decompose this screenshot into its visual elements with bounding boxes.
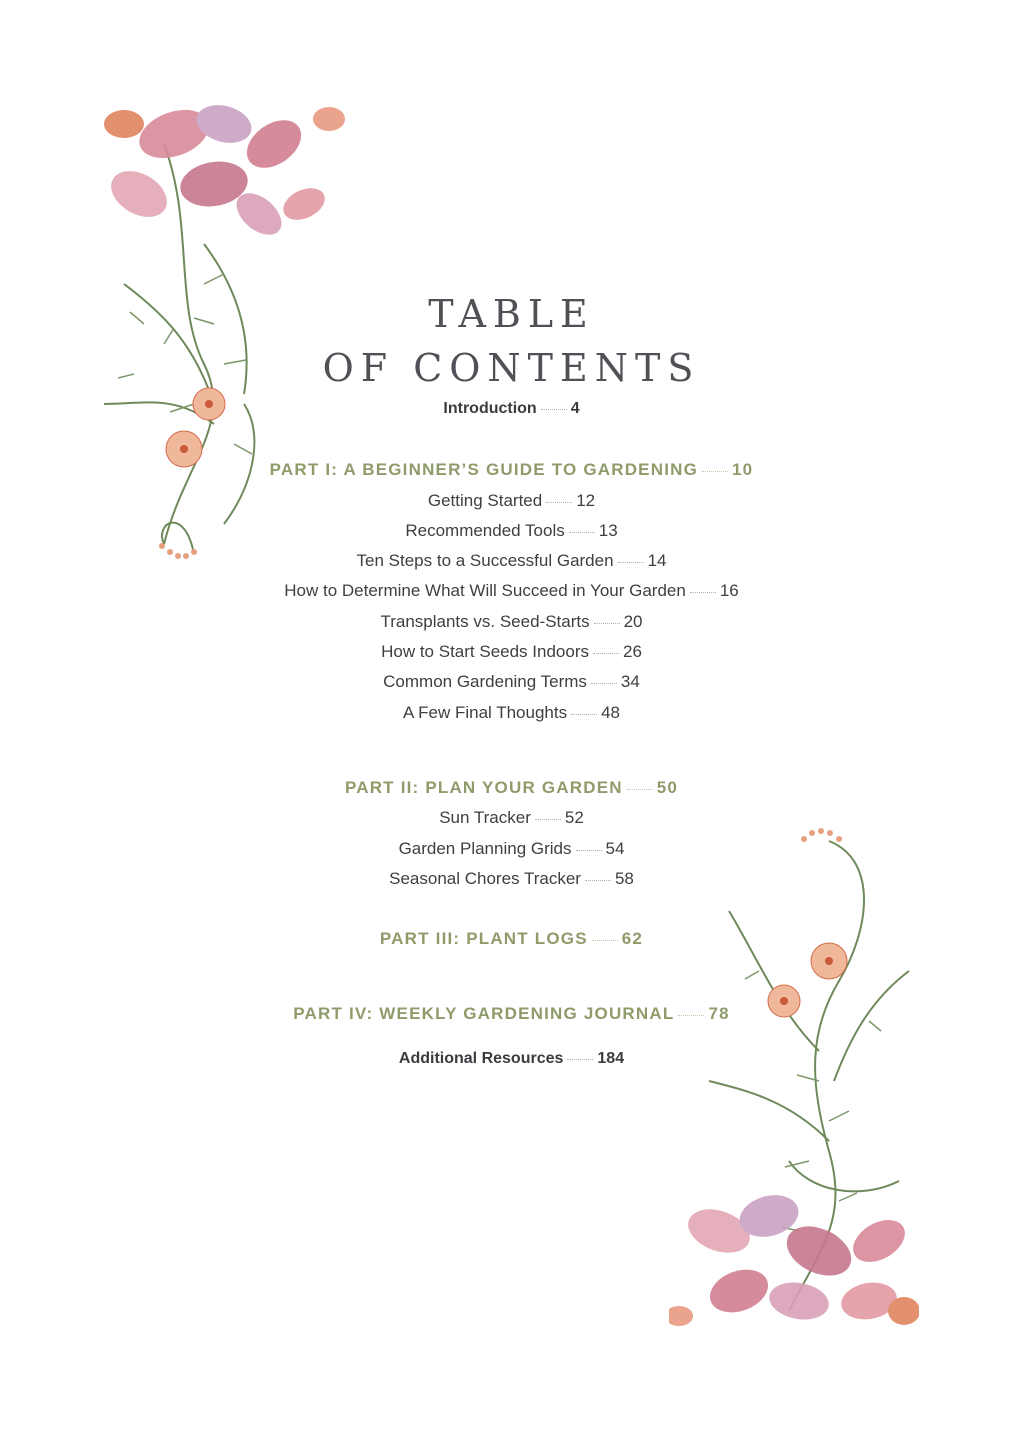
toc-entry[interactable] [104, 400, 919, 418]
toc-entry[interactable] [104, 551, 919, 571]
toc-part-page: 62 [621, 929, 644, 948]
toc-part[interactable] [104, 929, 919, 949]
book-page [104, 104, 919, 1326]
toc-entry[interactable] [104, 491, 919, 511]
toc-entry-label: Getting Started [427, 491, 543, 510]
toc-entry-label: How to Start Seeds Indoors [381, 642, 589, 661]
toc-leader [593, 652, 619, 654]
toc-entry-label: Seasonal Chores Tracker [389, 869, 581, 888]
toc-entry-page: 4 [570, 400, 580, 417]
toc-leader [571, 713, 597, 715]
toc-entry-page: 48 [601, 703, 621, 722]
toc-part[interactable] [104, 778, 919, 798]
toc-leader [585, 879, 611, 881]
toc-leader [592, 939, 618, 941]
toc-part-page: 10 [732, 460, 754, 479]
toc-entry[interactable] [104, 839, 919, 859]
toc-entry-page: 58 [614, 869, 634, 888]
toc-entry[interactable] [104, 703, 919, 723]
toc-entry-page: 20 [623, 612, 643, 631]
toc-leader [702, 470, 728, 472]
toc-entry-label: Garden Planning Grids [398, 839, 572, 858]
toc-entry-label: How to Determine What Will Succeed in Your Garden [284, 581, 686, 600]
page-title [104, 292, 919, 391]
toc-leader [594, 622, 620, 624]
toc-entry[interactable] [104, 581, 919, 601]
toc-entry[interactable] [104, 521, 919, 541]
toc-entry[interactable] [104, 612, 919, 632]
toc-entry-label: Additional Resources [398, 1050, 564, 1067]
toc-leader [541, 408, 567, 410]
toc-entry-page: 14 [647, 551, 667, 570]
toc-entry-page: 184 [597, 1050, 625, 1067]
toc-leader [567, 1058, 593, 1060]
toc-entry-page: 16 [719, 581, 739, 600]
toc-entry-label: Introduction [443, 400, 537, 417]
toc-part-label: PART I: A BEGINNER’S GUIDE TO GARDENING [269, 460, 699, 479]
toc-entry[interactable] [104, 869, 919, 889]
toc-part[interactable] [104, 1004, 919, 1024]
toc-leader [618, 561, 644, 563]
title-line-1: TABLE [428, 292, 595, 337]
toc-entry-page: 34 [620, 672, 640, 691]
toc-leader [591, 682, 617, 684]
toc-entry[interactable] [104, 1050, 919, 1068]
toc-entry-label: Common Gardening Terms [383, 672, 587, 691]
toc-entry-label: Sun Tracker [439, 808, 531, 827]
toc-entry-label: Ten Steps to a Successful Garden [356, 551, 614, 570]
toc-entry-page: 54 [605, 839, 625, 858]
toc-part-page: 50 [656, 778, 679, 797]
title-line-2: OF CONTENTS [322, 346, 701, 391]
toc-leader [627, 788, 653, 790]
toc-leader [690, 591, 716, 593]
toc-entry[interactable] [104, 672, 919, 692]
toc-part[interactable] [104, 460, 919, 480]
toc-part-label: PART IV: WEEKLY GARDENING JOURNAL [293, 1004, 675, 1023]
toc-entry-page: 52 [564, 808, 584, 827]
toc-entry-page: 26 [622, 642, 642, 661]
toc-leader [569, 531, 595, 533]
toc-part-page: 78 [708, 1004, 730, 1023]
toc-entry-label: Recommended Tools [405, 521, 565, 540]
toc-leader [546, 501, 572, 503]
floral-corner-bottom-right-icon [669, 821, 919, 1326]
toc-leader [678, 1014, 704, 1016]
toc-entry[interactable] [104, 808, 919, 828]
toc-leader [576, 849, 602, 851]
toc-part-label: PART III: PLANT LOGS [379, 929, 588, 948]
toc-entry-page: 13 [598, 521, 618, 540]
toc-part-label: PART II: PLAN YOUR GARDEN [344, 778, 623, 797]
toc-entry[interactable] [104, 642, 919, 662]
toc-entry-label: Transplants vs. Seed-Starts [380, 612, 590, 631]
toc-entry-label: A Few Final Thoughts [402, 703, 568, 722]
toc-entry-page: 12 [576, 491, 596, 510]
toc-leader [535, 818, 561, 820]
